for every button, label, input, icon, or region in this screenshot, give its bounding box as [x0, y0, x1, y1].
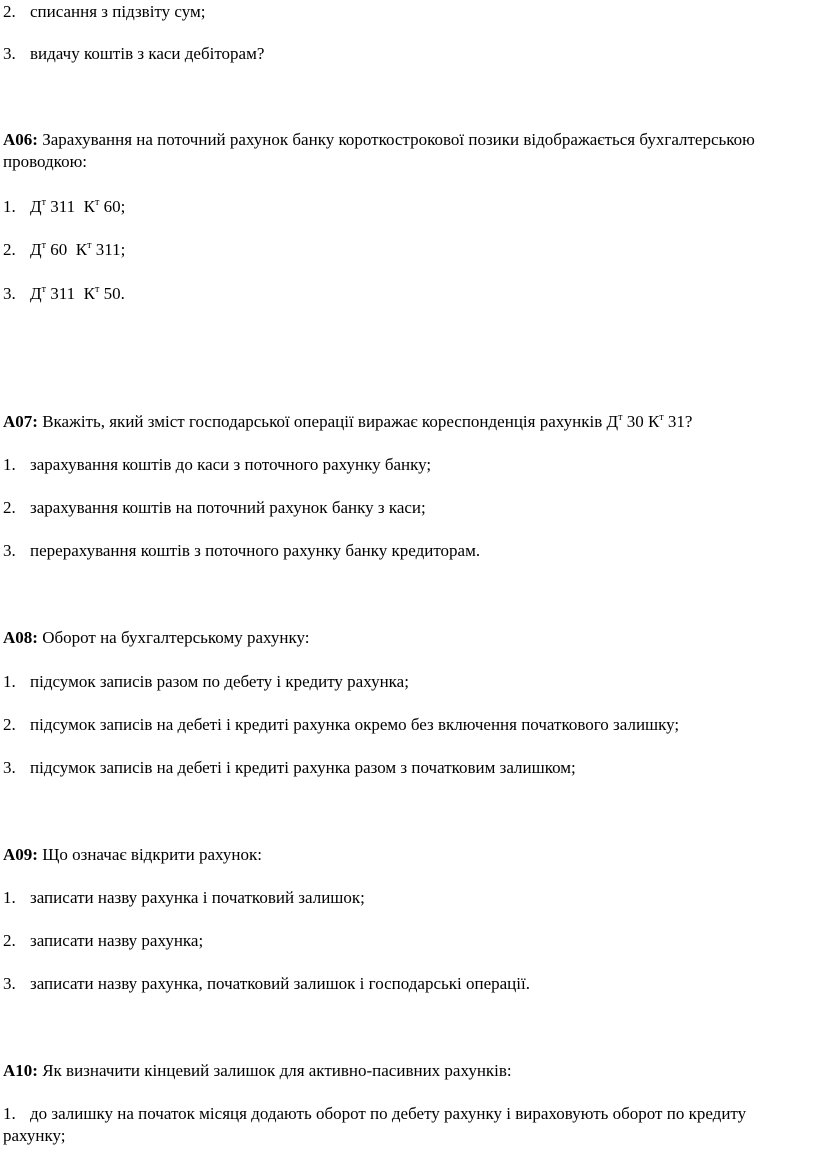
option-text: записати назву рахунка і початковий залишок;	[30, 888, 365, 907]
credit-account: 311;	[91, 240, 126, 259]
question-a07	[3, 412, 692, 435]
list-item	[3, 498, 426, 518]
list-item	[3, 931, 203, 951]
list-item	[3, 2, 205, 22]
debit-account: 311	[45, 197, 84, 216]
list-item	[3, 672, 409, 692]
debit-account: 311	[45, 284, 84, 303]
question-text: Оборот на бухгалтерському рахунку:	[37, 628, 310, 647]
question-text: 30 К	[622, 412, 660, 431]
option-text: зарахування коштів до каси з поточного рахунку банку;	[30, 455, 432, 474]
option-text: списання з підзвіту сум;	[30, 2, 206, 21]
option-text: підсумок записів на дебеті і кредиті рахунка разом з початковим залишком;	[30, 758, 576, 777]
option-number: 2.	[3, 715, 16, 734]
credit-sup: т	[94, 284, 100, 295]
question-text: Як визначити кінцевий залишок для активно-пасивних рахунків:	[37, 1061, 512, 1080]
question-code: А10:	[3, 1061, 38, 1080]
list-item	[3, 284, 125, 307]
list-item	[3, 455, 431, 475]
debit-account: 60	[45, 240, 76, 259]
list-item	[3, 715, 679, 735]
question-a09	[3, 845, 262, 865]
credit-sup: т	[94, 197, 100, 208]
option-text: до залишку на початок місяця додають оборот по дебету рахунку і вираховують оборот по кредиту рахунку;	[3, 1104, 747, 1145]
option-number: 1.	[3, 1104, 16, 1123]
list-item	[3, 44, 264, 64]
option-text: підсумок записів разом по дебету і кредиту рахунка;	[30, 672, 409, 691]
option-number: 2.	[3, 931, 16, 950]
option-number: 3.	[3, 974, 16, 993]
debit-sup: т	[41, 240, 46, 251]
question-a08	[3, 628, 310, 648]
option-number: 3.	[3, 284, 16, 303]
credit-letter: К	[83, 284, 95, 303]
question-a06	[3, 129, 793, 173]
list-item	[3, 197, 125, 220]
debit-letter: Д	[30, 240, 42, 259]
credit-sup: т	[87, 240, 92, 251]
option-text: видачу коштів з каси дебіторам?	[30, 44, 265, 63]
question-a10	[3, 1061, 512, 1081]
option-number: 1.	[3, 197, 16, 216]
option-text: підсумок записів на дебеті і кредиті рахунка окремо без включення початкового залишку;	[30, 715, 680, 734]
debit-sup: т	[618, 412, 623, 423]
list-item	[3, 1103, 793, 1147]
option-number: 1.	[3, 455, 16, 474]
option-number: 3.	[3, 541, 16, 560]
credit-sup: т	[659, 412, 664, 423]
option-number: 2.	[3, 498, 16, 517]
debit-letter: Д	[30, 197, 42, 216]
credit-account: 60;	[99, 197, 126, 216]
list-item	[3, 888, 365, 908]
question-code: А07:	[3, 412, 38, 431]
question-text: 31?	[663, 412, 693, 431]
option-text: записати назву рахунка, початковий залишок і господарські операції.	[30, 974, 530, 993]
list-item	[3, 541, 480, 561]
option-text: перерахування коштів з поточного рахунку банку кредиторам.	[30, 541, 481, 560]
credit-account: 50.	[99, 284, 125, 303]
question-text: Зарахування на поточний рахунок банку короткострокової позики відображається бухгалтерською проводкою:	[3, 130, 755, 171]
question-code: А08:	[3, 628, 38, 647]
debit-letter: Д	[30, 284, 42, 303]
option-number: 3.	[3, 44, 16, 63]
option-number: 2.	[3, 2, 16, 21]
credit-letter: К	[75, 240, 88, 259]
list-item	[3, 758, 576, 778]
debit-sup: т	[41, 197, 46, 208]
option-text: записати назву рахунка;	[30, 931, 204, 950]
list-item	[3, 974, 530, 994]
question-code: А09:	[3, 845, 38, 864]
option-text: зарахування коштів на поточний рахунок банку з каси;	[30, 498, 426, 517]
question-text: Що означає відкрити рахунок:	[37, 845, 262, 864]
list-item	[3, 240, 125, 263]
option-number: 1.	[3, 672, 16, 691]
debit-sup: т	[41, 284, 46, 295]
option-number: 3.	[3, 758, 16, 777]
question-code: А06:	[3, 130, 38, 149]
credit-letter: К	[83, 197, 95, 216]
option-number: 2.	[3, 240, 16, 259]
option-number: 1.	[3, 888, 16, 907]
question-text: Вкажіть, який зміст господарської операції виражає кореспонденція рахунків Д	[37, 412, 619, 431]
